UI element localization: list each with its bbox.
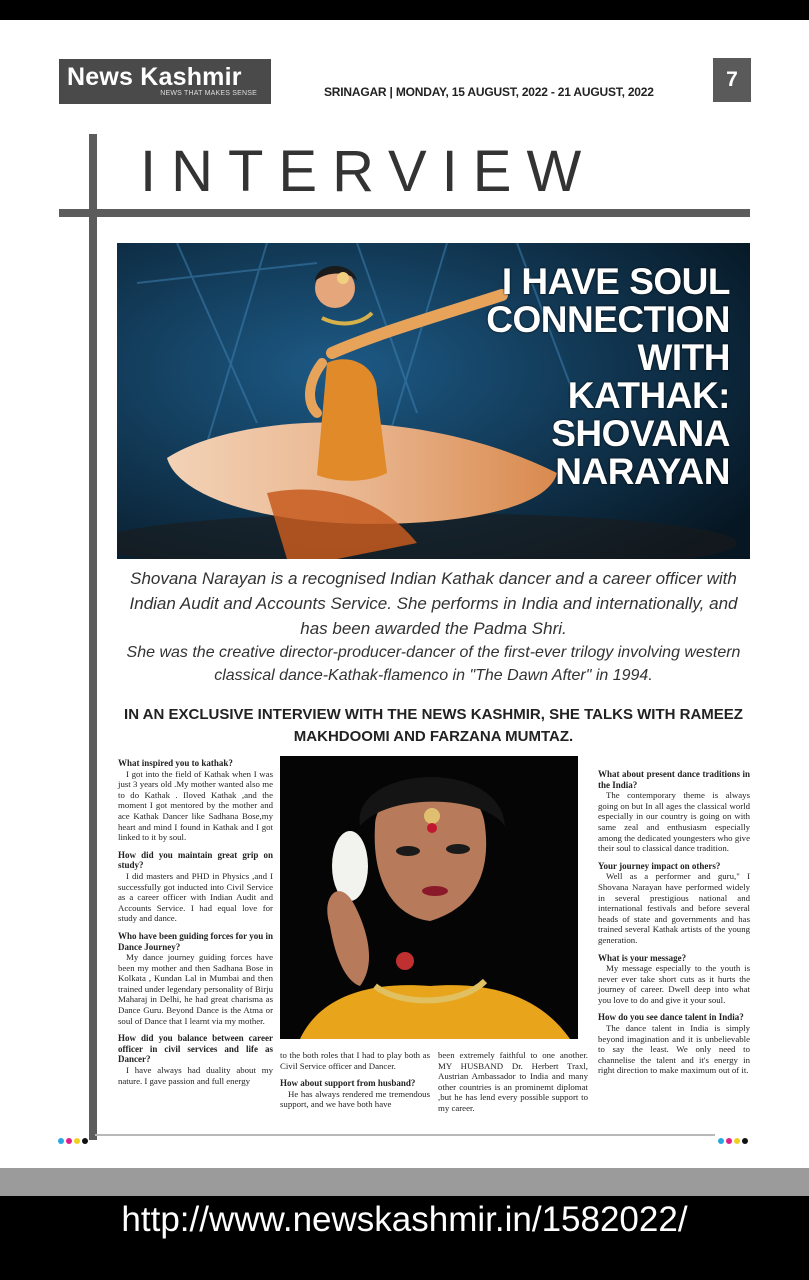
headline-line: CONNECTION (486, 299, 730, 340)
registration-dots-right (718, 1131, 750, 1139)
dancer-portrait-illustration (280, 756, 578, 1039)
horizontal-rule (59, 209, 750, 217)
intro-paragraph (117, 566, 750, 687)
intro-text-2: She was the creative director-producer-dancer of the first-ever trilogy involving western classical dance-Kathak-flamenco in "The Dawn After" in 1994. (126, 644, 741, 684)
dateline: SRINAGAR | MONDAY, 15 AUGUST, 2022 - 21 AUGUST, 2022 (324, 85, 654, 99)
exclusive-byline: IN AN EXCLUSIVE INTERVIEW WITH THE NEWS KASHMIR, SHE TALKS WITH RAMEEZ MAKHDOOMI AND FARZANA MUMTAZ. (124, 706, 743, 745)
answer-continued: to the both roles that I had to play both as Civil Service officer and Dancer. (280, 1050, 430, 1071)
portrait-photo (280, 756, 578, 1039)
article-column-2 (280, 1050, 430, 1110)
headline-line: NARAYAN (555, 451, 730, 492)
question: What is your message? (598, 952, 687, 963)
answer: The contemporary theme is always going on but In all ages the classical world especially in our country is going on with same zeal and enthusiasm especially among the dedicated youngesters who give their soul to classical dance tradition. (598, 790, 750, 854)
intro-text-1: Shovana Narayan is a recognised Indian Kathak dancer and a career officer with Indian Audit and Accounts Service. She performs in India and internationally, and has been awarded the Padma Shri. (129, 569, 738, 638)
answer-continued: been extremely faithful to one another. MY HUSBAND Dr. Herbert Traxl, Austrian Ambassador to India and many other countries is an prominemt diplomat ,but he has lend every possible support to my career. (438, 1050, 588, 1113)
answer: My message especially to the youth is never ever take short cuts as it hurts the journey of career. Dwell deep into what you love to do and give it your soul. (598, 963, 750, 1005)
vertical-rule (89, 134, 97, 1140)
newspaper-tagline: NEWS THAT MAKES SENSE (160, 90, 257, 97)
headline-line: WITH (637, 337, 730, 378)
headline-line: I HAVE SOUL (501, 261, 730, 302)
headline-line: KATHAK: (567, 375, 730, 416)
headline-line: SHOVANA (551, 413, 730, 454)
article-column-1 (118, 758, 273, 1086)
footer-url[interactable]: http://www.newskashmir.in/1582022/ (121, 1200, 688, 1239)
top-status-bar (0, 0, 809, 20)
footer-rule (95, 1134, 715, 1136)
registration-dots-left (58, 1131, 90, 1139)
question: How did you balance between career officer in civil services and life as Dancer? (118, 1033, 273, 1065)
section-title: INTERVIEW (140, 139, 597, 204)
question: What about present dance traditions in the India? (598, 769, 750, 790)
headline (486, 263, 730, 491)
answer: The dance talent in India is simply beyond imagination and it is unbelievable to say the least. We only need to channelise the talent and it's energy in right direction to make maximum out of it. (598, 1023, 750, 1076)
answer: My dance journey guiding forces have been my mother and then Sadhana Bose in Kolkata , Kundan Lal in Mumbai and then trained under legendary personality of Birju Maharaj in Delhi, he had great charisma as Dance Guru. Beyond Dance is the Atma or soul of Dance that I learnt via my mother. (118, 952, 273, 1026)
question: What inspired you to kathak? (118, 758, 233, 768)
answer: I have always had duality about my nature. I gave passion and full energy (118, 1065, 273, 1086)
question: Who have been guiding forces for you in Dance Journey? (118, 930, 273, 952)
newspaper-logo: News Kashmir (67, 63, 242, 91)
question: How about support from husband? (280, 1078, 416, 1089)
answer: I did masters and PHD in Physics ,and I successfully got inducted into Civil Service as a career officer with Indian Audit and Accounts Service. I had equal love for study and dance. (118, 870, 273, 924)
answer: I got into the field of Kathak when I was just 3 years old .My mother wanted also me to do Kathak . Iloved Kathak ,and the moment I got mentored by the mother and ace Kathak Dancer like Sadhana Bose,my heart and mind I found in Kathak and I got linked to it by soul. (118, 768, 273, 843)
answer: Well as a performer and guru," I Shovana Narayan have performed widely in several prestigious national and international festivals and before several heads of state and governments and has trained several Kathak artists of the young generation. (598, 871, 750, 945)
answer: He has always rendered me tremendous support, and we have both have (280, 1088, 430, 1110)
masthead-logo-box (59, 59, 271, 104)
question: How do you see dance talent in India? (598, 1012, 744, 1023)
article-column-3 (438, 1050, 588, 1114)
gray-strip (0, 1168, 809, 1196)
hero-photo (117, 243, 750, 559)
question: How did you maintain great grip on study? (118, 849, 273, 871)
page-number: 7 (713, 58, 751, 102)
question: Your journey impact on others? (598, 860, 721, 871)
article-column-4 (598, 769, 750, 1076)
